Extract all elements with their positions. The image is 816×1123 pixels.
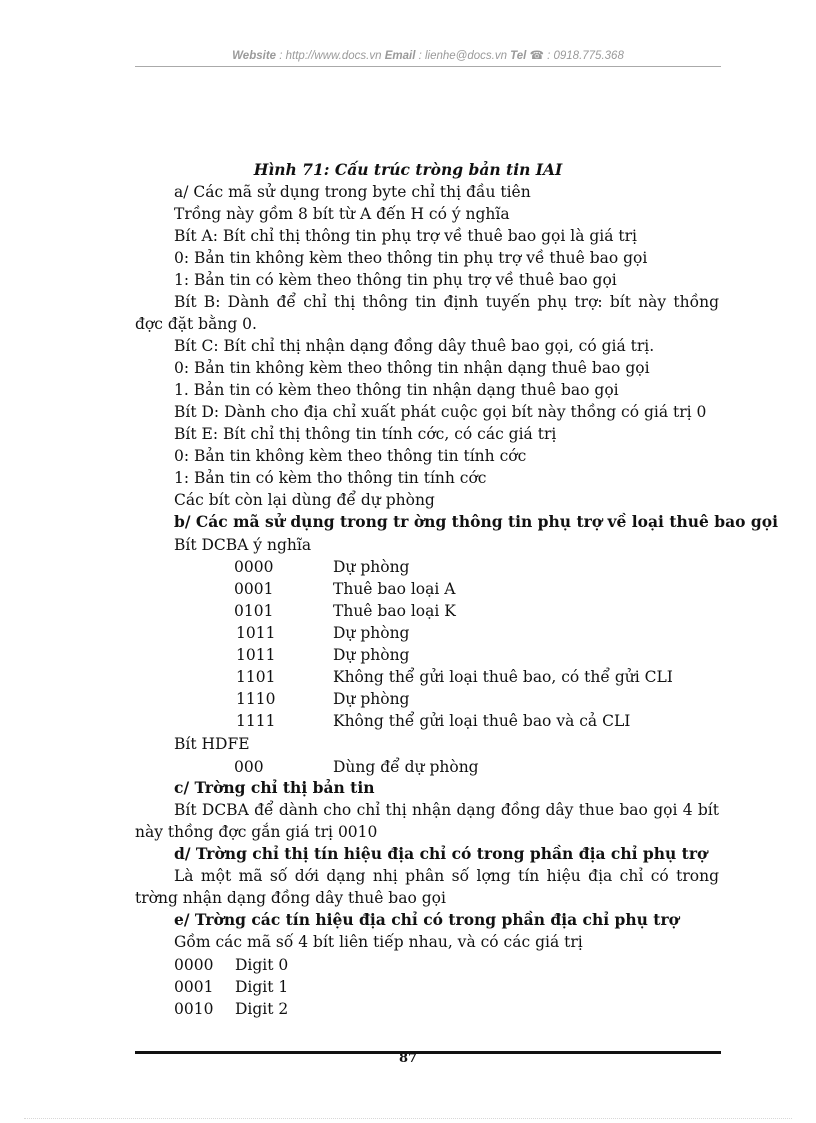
- text-line: Bít DCBA ý nghĩa: [174, 536, 312, 554]
- text-line: đợc đặt bằng 0.: [135, 315, 257, 333]
- text-line: Trồng này gồm 8 bít từ A đến H có ý nghĩa: [174, 205, 510, 223]
- figure-caption: Hình 71: Cấu trúc tròng bản tin IAI: [253, 160, 563, 179]
- text-line: Bít DCBA để dành cho chỉ thị nhận dạng đồng dây thue bao gọi 4 bít: [174, 801, 719, 819]
- text-line: Là một mã số dới dạng nhị phân số lợng tín hiệu địa chỉ có trong: [174, 867, 719, 885]
- section-heading-d: d/ Trờng chỉ thị tín hiệu địa chỉ có trong phần địa chỉ phụ trợ: [174, 844, 708, 863]
- text-line: Gồm các mã số 4 bít liên tiếp nhau, và có các giá trị: [174, 933, 583, 951]
- digit-label: Digit 1: [235, 978, 289, 996]
- digit-code: 0010: [174, 1000, 214, 1018]
- text-line: 0: Bản tin không kèm theo thông tin phụ trợ về thuê bao gọi: [174, 249, 648, 267]
- website-value: : http://www.docs.vn: [276, 50, 385, 62]
- email-label: Email: [384, 50, 416, 62]
- code-meaning: Không thể gửi loại thuê bao, có thể gửi CLI: [333, 668, 673, 686]
- code-meaning: Dùng để dự phòng: [333, 758, 479, 776]
- page-header: [135, 48, 721, 62]
- text-line: 0: Bản tin không kèm theo thông tin nhận dạng thuê bao gọi: [174, 359, 650, 377]
- page-number: 87: [398, 1051, 418, 1066]
- section-heading-b: b/ Các mã sử dụng trong tr ờng thông tin phụ trợ về loại thuê bao gọi: [174, 512, 778, 531]
- digit-code: 0000: [174, 956, 214, 974]
- text-line: 1. Bản tin có kèm theo thông tin nhận dạng thuê bao gọi: [174, 381, 619, 399]
- text-line: 0: Bản tin không kèm theo thông tin tính cớc: [174, 447, 527, 465]
- text-line: trờng nhận dạng đồng dây thuê bao gọi: [135, 889, 446, 907]
- text-line: Bít C: Bít chỉ thị nhận dạng đồng dây thuê bao gọi, có giá trị.: [174, 337, 655, 355]
- digit-code: 0001: [174, 978, 214, 996]
- text-line: Bít HDFE: [174, 735, 250, 753]
- code-meaning: Thuê bao loại A: [333, 580, 456, 598]
- digit-label: Digit 2: [235, 1000, 289, 1018]
- tel-label: Tel: [510, 50, 527, 62]
- code-value: 1011: [236, 624, 276, 642]
- code-value: 0000: [234, 558, 274, 576]
- text-line: Bít D: Dành cho địa chỉ xuất phát cuộc gọi bít này thồng có giá trị 0: [174, 403, 707, 421]
- code-value: 1110: [236, 690, 276, 708]
- code-meaning: Không thể gửi loại thuê bao và cả CLI: [333, 712, 631, 730]
- text-line: Bít B: Dành để chỉ thị thông tin định tuyến phụ trợ: bít này thồng: [174, 293, 719, 311]
- code-meaning: Dự phòng: [333, 690, 410, 708]
- code-value: 0001: [234, 580, 274, 598]
- code-value: 1101: [236, 668, 276, 686]
- section-heading-c: c/ Trờng chỉ thị bản tin: [174, 778, 375, 797]
- phone-icon: ☎: [529, 50, 544, 62]
- text-line: này thồng đợc gắn giá trị 0010: [135, 823, 378, 841]
- header-divider: [135, 66, 721, 67]
- email-value: : lienhe@docs.vn: [415, 50, 511, 62]
- text-line: Các bít còn lại dùng để dự phòng: [174, 491, 435, 509]
- code-meaning: Dự phòng: [333, 624, 410, 642]
- code-value: 000: [234, 758, 264, 776]
- text-line: a/ Các mã sử dụng trong byte chỉ thị đầu tiên: [174, 183, 531, 201]
- section-heading-e: e/ Trờng các tín hiệu địa chỉ có trong phần địa chỉ phụ trợ: [174, 910, 679, 929]
- code-meaning: Thuê bao loại K: [333, 602, 456, 620]
- tel-value: : 0918.775.368: [543, 50, 624, 62]
- website-label: Website: [232, 50, 277, 62]
- code-value: 1111: [236, 712, 276, 730]
- code-value: 0101: [234, 602, 274, 620]
- text-line: 1: Bản tin có kèm theo thông tin phụ trợ về thuê bao gọi: [174, 271, 617, 289]
- code-meaning: Dự phòng: [333, 558, 410, 576]
- code-value: 1011: [236, 646, 276, 664]
- text-line: Bít A: Bít chỉ thị thông tin phụ trợ về thuê bao gọi là giá trị: [174, 227, 638, 245]
- text-line: Bít E: Bít chỉ thị thông tin tính cớc, có các giá trị: [174, 425, 557, 443]
- text-line: 1: Bản tin có kèm tho thông tin tính cớc: [174, 469, 487, 487]
- code-meaning: Dự phòng: [333, 646, 410, 664]
- page-edge-dots: [24, 1118, 792, 1119]
- digit-label: Digit 0: [235, 956, 289, 974]
